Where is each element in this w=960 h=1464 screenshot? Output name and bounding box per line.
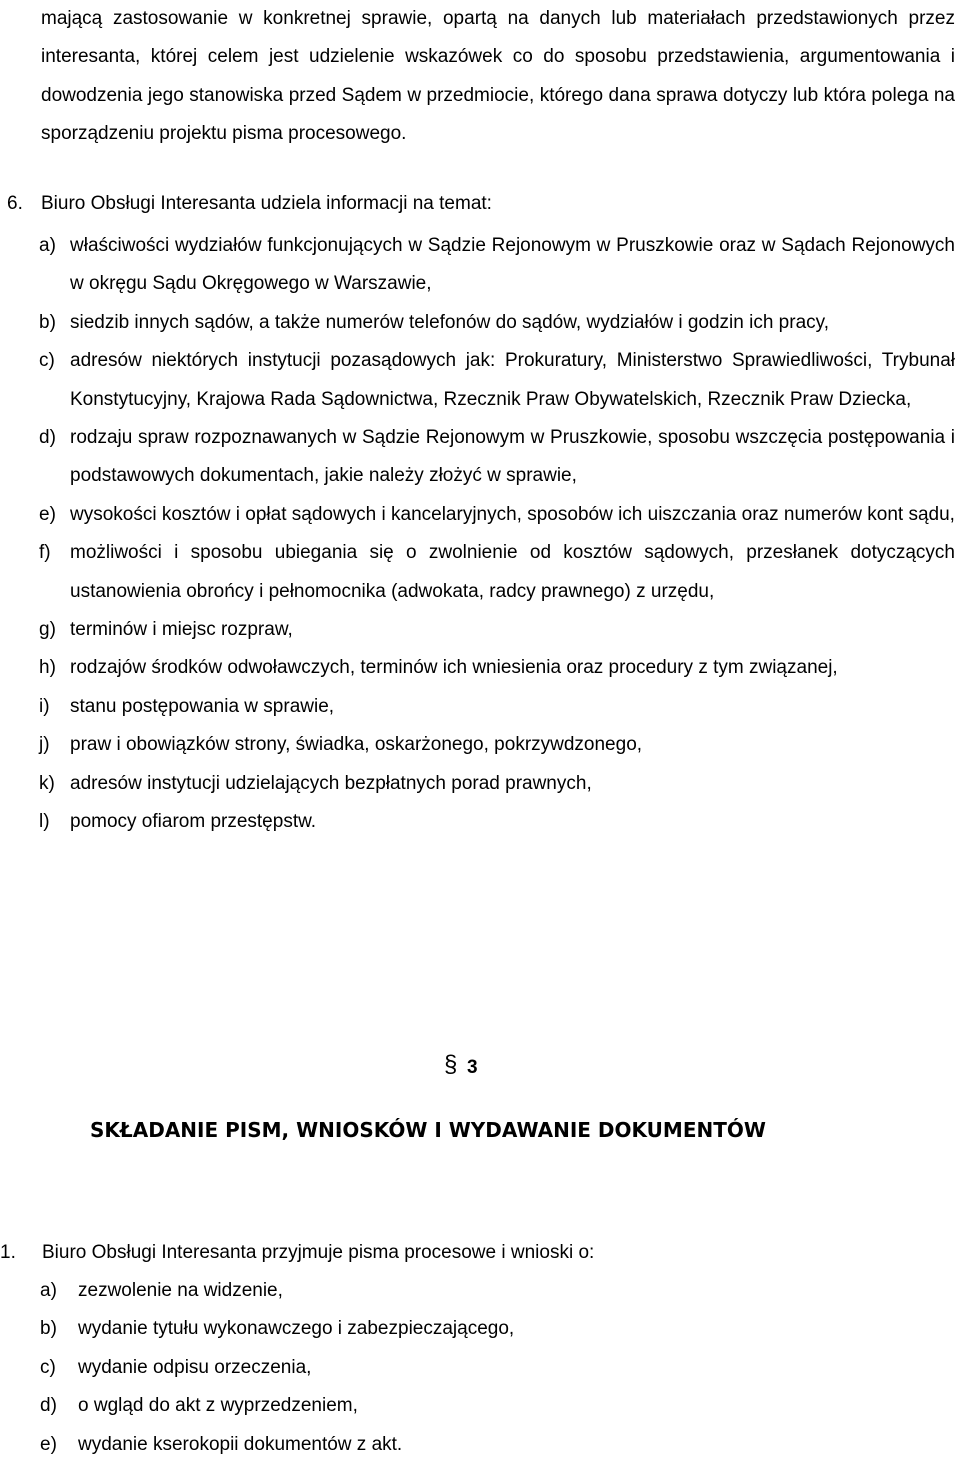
list-item xyxy=(39,688,955,726)
list-item-label: b) xyxy=(40,1318,57,1340)
list-item-text: adresów niektórych instytucji pozasądowych jak: Prokuratury, Ministerstwo Sprawiedliwości, Trybunał Konstytucyjny, Krajowa Rada Sądownictwa, Rzecznik Praw Obywatelskich, Rzecznik Praw Dziecka, xyxy=(70,350,955,410)
list-item-label: d) xyxy=(40,1395,57,1417)
list-item-label: c) xyxy=(39,350,55,372)
list-item-text: zezwolenie na widzenie, xyxy=(78,1280,283,1301)
list-item xyxy=(39,611,955,649)
list-item-text: terminów i miejsc rozpraw, xyxy=(70,619,293,641)
list-item xyxy=(39,726,955,764)
list-item-text: praw i obowiązków strony, świadka, oskarżonego, pokrzywdzonego, xyxy=(70,734,643,756)
section-heading: SKŁADANIE PISM, WNIOSKÓW I WYDAWANIE DOKUMENTÓW xyxy=(90,1118,766,1142)
list-item xyxy=(40,1426,840,1464)
list-item xyxy=(39,227,955,304)
item-1-text: Biuro Obsługi Interesanta przyjmuje pisma procesowe i wnioski o: xyxy=(42,1242,595,1263)
list-item xyxy=(39,496,955,534)
list-item xyxy=(40,1349,840,1387)
list-item-label: e) xyxy=(40,1433,57,1455)
item-6-number: 6. xyxy=(7,193,23,214)
list-item-text: właściwości wydziałów funkcjonujących w Sądzie Rejonowym w Pruszkowie oraz w Sądach Rejonowych w okręgu Sądu Okręgowego w Warszawie, xyxy=(70,235,955,295)
list-item xyxy=(39,342,955,419)
list-item-label: a) xyxy=(39,235,56,256)
list-item xyxy=(40,1272,840,1310)
list-item-label: a) xyxy=(40,1280,57,1301)
list-item-label: h) xyxy=(39,657,56,679)
list-item-label: c) xyxy=(40,1356,56,1378)
list-item-text: rodzajów środków odwoławczych, terminów ich wniesienia oraz procedury z tym związanej, xyxy=(70,657,838,679)
list-item-label: f) xyxy=(39,542,51,564)
list-item-label: e) xyxy=(39,503,56,525)
list-item-text: adresów instytucji udzielających bezpłatnych porad prawnych, xyxy=(70,772,592,794)
list-item xyxy=(40,1387,840,1425)
list-item-label: k) xyxy=(39,772,55,794)
list-item-label: l) xyxy=(39,811,50,833)
section-number: 3 xyxy=(467,1057,478,1078)
section-symbol: § xyxy=(444,1051,458,1078)
list-item-text: rodzaju spraw rozpoznawanych w Sądzie Rejonowym w Pruszkowie, sposobu wszczęcia postępowania i podstawowych dokumentach, jakie należy złożyć w sprawie, xyxy=(70,427,955,487)
list-item xyxy=(39,419,955,496)
list-item xyxy=(39,803,955,841)
item-6-list xyxy=(39,227,955,842)
list-item xyxy=(39,304,955,342)
list-item-text: wydanie odpisu orzeczenia, xyxy=(78,1356,312,1378)
list-item-text: możliwości i sposobu ubiegania się o zwolnienie od kosztów sądowych, przesłanek dotyczących ustanowienia obrońcy i pełnomocnika (adwokata, radcy prawnego) z urzędu, xyxy=(70,542,955,602)
list-item-text: stanu postępowania w sprawie, xyxy=(70,695,335,717)
list-item-label: j) xyxy=(39,734,50,756)
list-item xyxy=(40,1310,840,1348)
list-item xyxy=(39,649,955,687)
list-item-label: i) xyxy=(39,695,50,717)
list-item-label: d) xyxy=(39,427,56,449)
list-item-text: wydanie kserokopii dokumentów z akt. xyxy=(78,1433,403,1455)
item-6-text: Biuro Obsługi Interesanta udziela informacji na temat: xyxy=(41,193,492,214)
list-item-text: o wgląd do akt z wyprzedzeniem, xyxy=(78,1395,358,1417)
list-item xyxy=(39,534,955,611)
intro-paragraph: mającą zastosowanie w konkretnej sprawie, opartą na danych lub materiałach przedstawionych przez interesanta, której celem jest udzielenie wskazówek co do sposobu przedstawienia, argumentowania i dowodzenia jego stanowiska przed Sądem w przedmiocie, którego dana sprawa dotyczy lub która polega na sporządzeniu projektu pisma procesowego. xyxy=(41,8,955,145)
list-item-label: g) xyxy=(39,619,56,641)
item-1-number: 1. xyxy=(0,1242,16,1263)
list-item-text: pomocy ofiarom przestępstw. xyxy=(70,811,317,833)
list-item-text: wydanie tytułu wykonawczego i zabezpieczającego, xyxy=(78,1318,515,1340)
list-item-text: siedzib innych sądów, a także numerów telefonów do sądów, wydziałów i godzin ich pracy, xyxy=(70,311,829,333)
list-item-text: wysokości kosztów i opłat sądowych i kancelaryjnych, sposobów ich uiszczania oraz numerów kont sądu, xyxy=(70,503,955,525)
item-1-list xyxy=(40,1272,840,1464)
list-item-label: b) xyxy=(39,311,56,333)
list-item xyxy=(39,765,955,803)
